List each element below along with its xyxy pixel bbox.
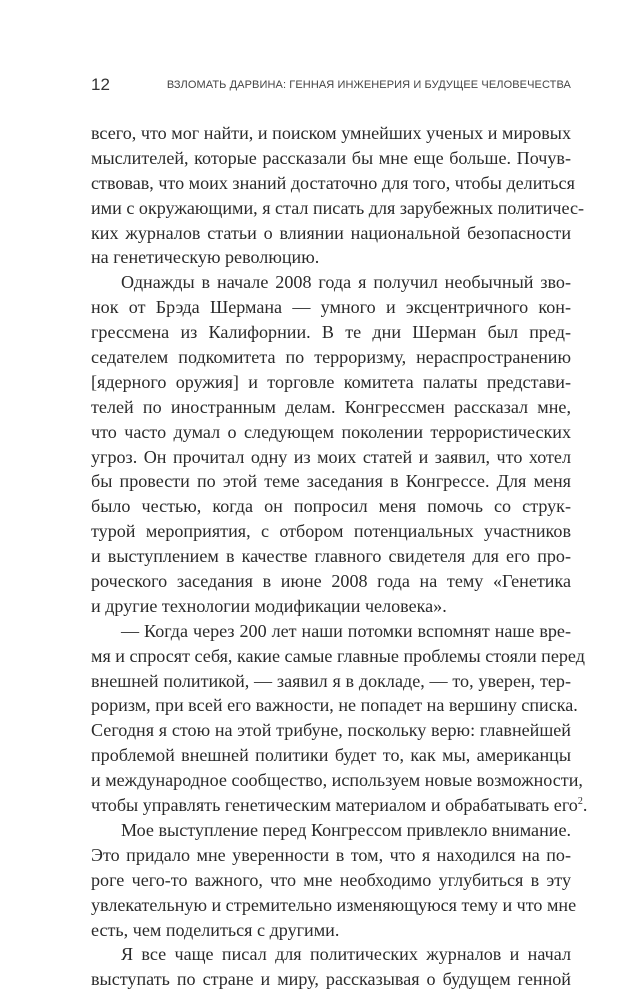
text-line: выступать по стране и миру, рассказывая о будущем генной: [91, 969, 571, 990]
running-header: [91, 70, 571, 100]
text-line: роческого заседания в июне 2008 года на тему «Генетика: [91, 571, 571, 592]
text-line: ими с окружающими, я стал писать для зарубежных политичес-: [91, 197, 585, 218]
text-line: бы провести по этой теме заседания в Конгрессе. Для меня: [91, 471, 571, 492]
text-line: проблемой внешней политики будет то, как мы, американцы: [91, 745, 571, 766]
text-line: мя и спросят себя, какие самые главные проблемы стояли перед: [91, 645, 585, 666]
period: .: [582, 795, 588, 816]
text-line: ких журналов статьи о влиянии национальной безопасности: [91, 222, 571, 243]
text-line: Это придало мне уверенности в том, что я находился на по-: [91, 844, 571, 865]
running-title: ВЗЛОМАТЬ ДАРВИНА: ГЕННАЯ ИНЖЕНЕРИЯ И БУДУЩЕЕ ЧЕЛОВЕЧЕСТВА: [166, 79, 571, 91]
text-line: Я все чаще писал для политических журналов и начал: [121, 944, 571, 965]
text-line: седателем подкомитета по терроризму, нераспространению: [91, 347, 571, 368]
text-line: Мое выступление перед Конгрессом привлекло внимание.: [121, 819, 571, 840]
text-line: роге чего-то важного, что мне необходимо углубиться в эту: [91, 869, 571, 890]
text-line: роризм, при всей его важности, не попадет на вершину списка.: [91, 695, 578, 716]
text-line: на генетическую революцию.: [91, 247, 320, 268]
text-line: внешней политикой, — заявил я в докладе, — то, уверен, тер-: [91, 670, 571, 691]
text-line: турой мероприятия, с отбором потенциальных участников: [91, 521, 571, 542]
text-line: и другие технологии модификации человека».: [91, 595, 447, 616]
text-line: и выступлением в качестве главного свидетеля для его про-: [91, 546, 571, 567]
text-line: увлекательную и стремительно изменяющуюся тему и что мне: [91, 894, 577, 915]
text-line: телей по иностранным делам. Конгрессмен рассказал мне,: [91, 396, 571, 417]
text-line-with-footnote: [91, 793, 588, 818]
text-line: угроз. Он прочитал одну из моих статей и заявил, что хотел: [91, 446, 571, 467]
text-line: нок от Брэда Шермана — умного и эксцентричного кон-: [91, 297, 571, 318]
text-line: что часто думал о следующем поколении террористических: [91, 421, 571, 442]
text-line: Сегодня я стою на этой трибуне, поскольку верю: главнейшей: [91, 720, 571, 741]
text-line: чтобы управлять генетическим материалом и обрабатывать его: [91, 795, 578, 816]
footnote-reference[interactable]: 2: [577, 796, 583, 808]
text-line: всего, что мог найти, и поиском умнейших ученых и мировых: [91, 123, 571, 143]
text-line: Однажды в начале 2008 года я получил необычный зво-: [121, 272, 571, 293]
text-line: ствовав, что моих знаний достаточно для того, чтобы делиться: [91, 172, 575, 193]
body-text: [91, 121, 588, 992]
text-line: было честью, когда он попросил меня помочь со струк-: [91, 496, 571, 517]
text-line: — Когда через 200 лет наши потомки вспомнят наше вре-: [121, 620, 571, 641]
text-line: грессмена из Калифорнии. В те дни Шерман был пред-: [91, 322, 571, 343]
text-line: мыслителей, которые рассказали бы мне еще больше. Почув-: [91, 147, 571, 168]
text-line: и международное сообщество, используем новые возможности,: [91, 770, 583, 791]
text-line: есть, чем поделиться с другими.: [91, 919, 340, 940]
page-number: 12: [91, 75, 110, 94]
text-line: [ядерного оружия] и торговле комитета палаты представи-: [91, 371, 571, 392]
